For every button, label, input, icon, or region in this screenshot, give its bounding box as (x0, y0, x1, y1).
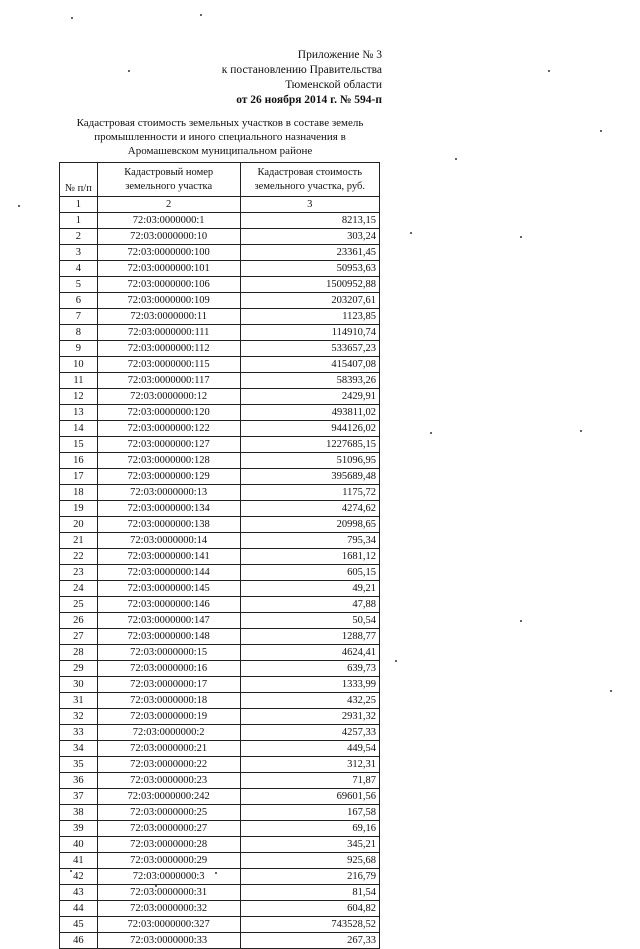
cadastral-number: 72:03:0000000:100 (97, 245, 240, 261)
appendix-number: Приложение № 3 (297, 49, 382, 61)
table-row (60, 245, 380, 261)
row-number: 28 (60, 645, 98, 661)
table-header-row (60, 163, 380, 197)
cadastral-value: 8213,15 (240, 213, 380, 229)
table-row (60, 789, 380, 805)
appendix-header (222, 48, 382, 108)
decree-reference: к постановлению Правительства (221, 64, 382, 76)
cadastral-value: 1123,85 (240, 309, 380, 325)
table-row (60, 933, 380, 949)
cadastral-number: 72:03:0000000:242 (97, 789, 240, 805)
cadastral-number: 72:03:0000000:144 (97, 565, 240, 581)
scan-speck (128, 70, 130, 72)
cadastral-value: 58393,26 (240, 373, 380, 389)
table-row (60, 533, 380, 549)
document-title (60, 116, 380, 158)
scan-speck (610, 690, 612, 692)
table-row (60, 341, 380, 357)
table-row (60, 885, 380, 901)
row-number: 5 (60, 277, 98, 293)
row-number: 13 (60, 405, 98, 421)
cadastral-value: 533657,23 (240, 341, 380, 357)
scan-speck (155, 885, 157, 887)
row-number: 45 (60, 917, 98, 933)
cadastral-number: 72:03:0000000:21 (97, 741, 240, 757)
cadastral-value: 303,24 (240, 229, 380, 245)
cadastral-value: 345,21 (240, 837, 380, 853)
table-row (60, 645, 380, 661)
table-row (60, 485, 380, 501)
cadastral-value: 167,58 (240, 805, 380, 821)
row-number: 40 (60, 837, 98, 853)
cadastral-number: 72:03:0000000:111 (97, 325, 240, 341)
table-row (60, 261, 380, 277)
cadastral-number: 72:03:0000000:11 (97, 309, 240, 325)
row-number: 34 (60, 741, 98, 757)
cadastral-number: 72:03:0000000:146 (97, 597, 240, 613)
row-number: 4 (60, 261, 98, 277)
row-number: 26 (60, 613, 98, 629)
scan-speck (580, 430, 582, 432)
scan-speck (600, 130, 602, 132)
cadastral-number: 72:03:0000000:13 (97, 485, 240, 501)
table-row (60, 469, 380, 485)
row-number: 8 (60, 325, 98, 341)
cadastral-value: 1500952,88 (240, 277, 380, 293)
title-line-1: Кадастровая стоимость земельных участков в составе земель (76, 117, 364, 129)
cadastral-number: 72:03:0000000:101 (97, 261, 240, 277)
cadastral-value: 4624,41 (240, 645, 380, 661)
cadastral-number: 72:03:0000000:23 (97, 773, 240, 789)
header-cadastral-value: Кадастровая стоимость земельного участка, руб. (240, 163, 380, 197)
scan-speck (455, 158, 457, 160)
scan-speck (430, 432, 432, 434)
header-cadastral-number: Кадастровый номер земельного участка (97, 163, 240, 197)
cadastral-value: 605,15 (240, 565, 380, 581)
cadastral-value: 1333,99 (240, 677, 380, 693)
row-number: 20 (60, 517, 98, 533)
cadastral-value: 51096,95 (240, 453, 380, 469)
table-row (60, 773, 380, 789)
cadastral-number: 72:03:0000000:148 (97, 629, 240, 645)
scan-speck (200, 14, 202, 16)
row-number: 37 (60, 789, 98, 805)
cadastral-number: 72:03:0000000:14 (97, 533, 240, 549)
table-row (60, 837, 380, 853)
row-number: 42 (60, 869, 98, 885)
cadastral-number: 72:03:0000000:127 (97, 437, 240, 453)
cadastral-value: 415407,08 (240, 357, 380, 373)
row-number: 2 (60, 229, 98, 245)
cadastral-value: 4257,33 (240, 725, 380, 741)
row-number: 1 (60, 213, 98, 229)
cadastral-value: 50953,63 (240, 261, 380, 277)
cadastral-value: 2931,32 (240, 709, 380, 725)
row-number: 19 (60, 501, 98, 517)
cadastral-value: 23361,45 (240, 245, 380, 261)
table-index-row (60, 197, 380, 213)
table-row (60, 357, 380, 373)
row-number: 16 (60, 453, 98, 469)
decree-date: от 26 ноября 2014 г. № 594-п (236, 94, 382, 106)
table-row (60, 517, 380, 533)
table-row (60, 581, 380, 597)
region-name: Тюменской области (285, 79, 382, 91)
row-number: 10 (60, 357, 98, 373)
row-number: 22 (60, 549, 98, 565)
cadastral-value: 493811,02 (240, 405, 380, 421)
table-row (60, 693, 380, 709)
cadastral-number: 72:03:0000000:18 (97, 693, 240, 709)
cadastral-number: 72:03:0000000:122 (97, 421, 240, 437)
cadastral-number: 72:03:0000000:128 (97, 453, 240, 469)
row-number: 46 (60, 933, 98, 949)
cadastral-value: 1175,72 (240, 485, 380, 501)
cadastral-number: 72:03:0000000:117 (97, 373, 240, 389)
scan-speck (71, 17, 73, 19)
row-number: 31 (60, 693, 98, 709)
table-row (60, 629, 380, 645)
cadastral-number: 72:03:0000000:29 (97, 853, 240, 869)
index-col-1: 1 (60, 197, 98, 213)
row-number: 33 (60, 725, 98, 741)
cadastral-number: 72:03:0000000:16 (97, 661, 240, 677)
cadastral-value-table (59, 162, 380, 949)
row-number: 21 (60, 533, 98, 549)
table-row (60, 597, 380, 613)
cadastral-value: 1227685,15 (240, 437, 380, 453)
cadastral-value: 69,16 (240, 821, 380, 837)
cadastral-number: 72:03:0000000:145 (97, 581, 240, 597)
scan-speck (548, 70, 550, 72)
cadastral-value: 604,82 (240, 901, 380, 917)
scan-speck (18, 205, 20, 207)
cadastral-number: 72:03:0000000:33 (97, 933, 240, 949)
row-number: 7 (60, 309, 98, 325)
row-number: 11 (60, 373, 98, 389)
cadastral-value: 114910,74 (240, 325, 380, 341)
cadastral-value: 71,87 (240, 773, 380, 789)
cadastral-value: 432,25 (240, 693, 380, 709)
cadastral-value: 216,79 (240, 869, 380, 885)
table-row (60, 309, 380, 325)
cadastral-number: 72:03:0000000:120 (97, 405, 240, 421)
cadastral-number: 72:03:0000000:115 (97, 357, 240, 373)
table-row (60, 293, 380, 309)
cadastral-value: 47,88 (240, 597, 380, 613)
cadastral-value: 49,21 (240, 581, 380, 597)
cadastral-value: 743528,52 (240, 917, 380, 933)
scan-speck (520, 620, 522, 622)
cadastral-number: 72:03:0000000:129 (97, 469, 240, 485)
cadastral-number: 72:03:0000000:109 (97, 293, 240, 309)
row-number: 27 (60, 629, 98, 645)
cadastral-number: 72:03:0000000:27 (97, 821, 240, 837)
table-row (60, 853, 380, 869)
table-row (60, 453, 380, 469)
table-row (60, 373, 380, 389)
row-number: 39 (60, 821, 98, 837)
cadastral-value: 944126,02 (240, 421, 380, 437)
table-row (60, 917, 380, 933)
table-row (60, 405, 380, 421)
scan-speck (410, 232, 412, 234)
cadastral-number: 72:03:0000000:12 (97, 389, 240, 405)
row-number: 3 (60, 245, 98, 261)
cadastral-value: 69601,56 (240, 789, 380, 805)
table-row (60, 325, 380, 341)
row-number: 44 (60, 901, 98, 917)
cadastral-value: 639,73 (240, 661, 380, 677)
row-number: 41 (60, 853, 98, 869)
table-row (60, 757, 380, 773)
row-number: 12 (60, 389, 98, 405)
row-number: 43 (60, 885, 98, 901)
scan-speck (70, 870, 72, 872)
cadastral-number: 72:03:0000000:28 (97, 837, 240, 853)
scan-speck (395, 660, 397, 662)
row-number: 30 (60, 677, 98, 693)
cadastral-value: 449,54 (240, 741, 380, 757)
cadastral-number: 72:03:0000000:106 (97, 277, 240, 293)
row-number: 36 (60, 773, 98, 789)
cadastral-number: 72:03:0000000:19 (97, 709, 240, 725)
table-row (60, 709, 380, 725)
table-row (60, 277, 380, 293)
row-number: 24 (60, 581, 98, 597)
cadastral-value: 925,68 (240, 853, 380, 869)
cadastral-value: 395689,48 (240, 469, 380, 485)
row-number: 23 (60, 565, 98, 581)
header-row-number: № п/п (60, 163, 98, 197)
cadastral-number: 72:03:0000000:138 (97, 517, 240, 533)
row-number: 6 (60, 293, 98, 309)
table-row (60, 437, 380, 453)
cadastral-number: 72:03:0000000:2 (97, 725, 240, 741)
table-row (60, 613, 380, 629)
cadastral-number: 72:03:0000000:22 (97, 757, 240, 773)
table-row (60, 421, 380, 437)
table-row (60, 901, 380, 917)
cadastral-number: 72:03:0000000:3 (97, 869, 240, 885)
cadastral-number: 72:03:0000000:31 (97, 885, 240, 901)
cadastral-number: 72:03:0000000:1 (97, 213, 240, 229)
table-row (60, 549, 380, 565)
cadastral-number: 72:03:0000000:10 (97, 229, 240, 245)
scan-speck (520, 236, 522, 238)
table-row (60, 821, 380, 837)
table-row (60, 501, 380, 517)
cadastral-value: 1288,77 (240, 629, 380, 645)
row-number: 32 (60, 709, 98, 725)
cadastral-number: 72:03:0000000:15 (97, 645, 240, 661)
cadastral-value: 267,33 (240, 933, 380, 949)
cadastral-number: 72:03:0000000:32 (97, 901, 240, 917)
table-row (60, 565, 380, 581)
title-line-2: промышленности и иного специального назначения в (94, 131, 346, 143)
cadastral-value: 312,31 (240, 757, 380, 773)
table-row (60, 869, 380, 885)
scan-speck (215, 872, 217, 874)
table-row (60, 805, 380, 821)
row-number: 14 (60, 421, 98, 437)
cadastral-number: 72:03:0000000:25 (97, 805, 240, 821)
table-row (60, 213, 380, 229)
index-col-2: 2 (97, 197, 240, 213)
cadastral-number: 72:03:0000000:17 (97, 677, 240, 693)
cadastral-number: 72:03:0000000:147 (97, 613, 240, 629)
table-body (60, 213, 380, 949)
cadastral-value: 4274,62 (240, 501, 380, 517)
cadastral-value: 795,34 (240, 533, 380, 549)
cadastral-value: 20998,65 (240, 517, 380, 533)
row-number: 9 (60, 341, 98, 357)
cadastral-number: 72:03:0000000:134 (97, 501, 240, 517)
row-number: 17 (60, 469, 98, 485)
row-number: 18 (60, 485, 98, 501)
table-row (60, 677, 380, 693)
table-row (60, 389, 380, 405)
cadastral-number: 72:03:0000000:327 (97, 917, 240, 933)
row-number: 25 (60, 597, 98, 613)
cadastral-value: 50,54 (240, 613, 380, 629)
cadastral-value: 81,54 (240, 885, 380, 901)
cadastral-number: 72:03:0000000:141 (97, 549, 240, 565)
row-number: 15 (60, 437, 98, 453)
cadastral-number: 72:03:0000000:112 (97, 341, 240, 357)
row-number: 29 (60, 661, 98, 677)
cadastral-value: 2429,91 (240, 389, 380, 405)
row-number: 38 (60, 805, 98, 821)
cadastral-value: 1681,12 (240, 549, 380, 565)
table-row (60, 661, 380, 677)
row-number: 35 (60, 757, 98, 773)
table-row (60, 229, 380, 245)
table-row (60, 741, 380, 757)
title-line-3: Аромашевском муниципальном районе (127, 145, 313, 157)
index-col-3: 3 (240, 197, 380, 213)
cadastral-value: 203207,61 (240, 293, 380, 309)
table-row (60, 725, 380, 741)
